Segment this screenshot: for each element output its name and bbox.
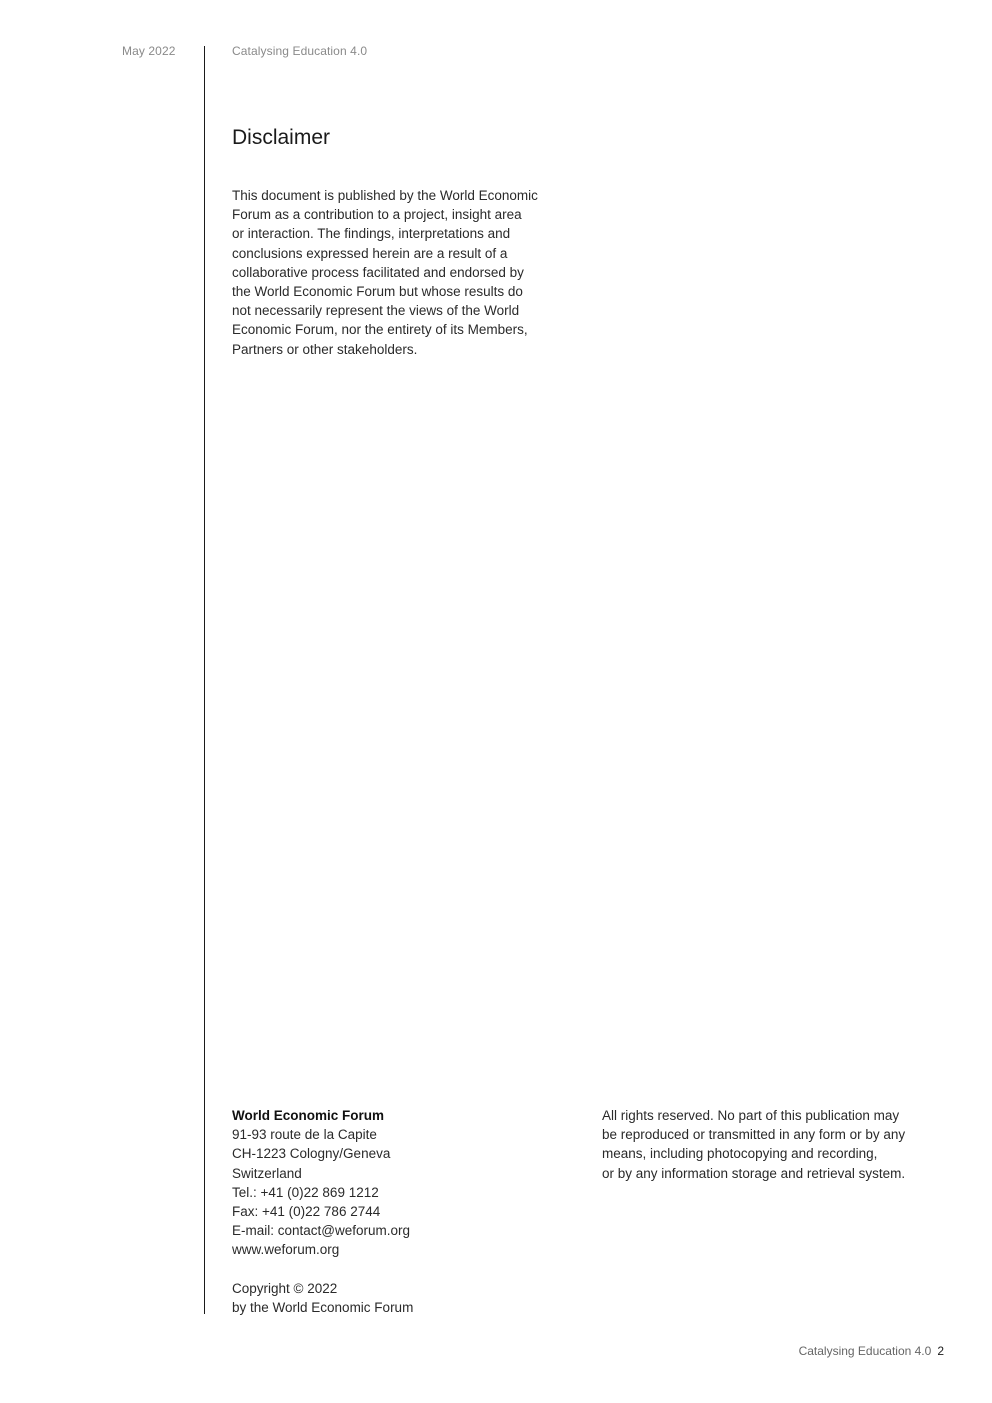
- website-link[interactable]: www.weforum.org: [232, 1242, 340, 1258]
- rights-line: means, including photocopying and recording,: [602, 1146, 878, 1162]
- disclaimer-line: This document is published by the World Economic: [232, 188, 538, 203]
- rights-line: or by any information storage and retrieval system.: [602, 1165, 906, 1181]
- email-link[interactable]: E-mail: contact@weforum.org: [232, 1223, 411, 1239]
- address-line: CH-1223 Cologny/Geneva: [232, 1146, 391, 1162]
- disclaimer-line: the World Economic Forum but whose results do: [232, 284, 523, 300]
- address-country: Switzerland: [232, 1165, 302, 1181]
- disclaimer-line: Economic Forum, nor the entirety of its Members,: [232, 322, 528, 338]
- copyright-line: Copyright © 2022: [232, 1281, 338, 1296]
- vertical-divider: [204, 46, 205, 1314]
- rights-line: All rights reserved. No part of this publication may: [602, 1108, 900, 1123]
- footer-document-title: Catalysing Education 4.0: [798, 1344, 932, 1358]
- disclaimer-line: conclusions expressed herein are a result of a: [232, 245, 508, 261]
- disclaimer-text: [232, 186, 572, 359]
- address-line: 91-93 route de la Capite: [232, 1127, 377, 1143]
- disclaimer-line: not necessarily represent the views of the World: [232, 303, 520, 319]
- disclaimer-line: collaborative process facilitated and endorsed by: [232, 264, 524, 280]
- disclaimer-line: Forum as a contribution to a project, insight area: [232, 207, 522, 223]
- disclaimer-line: or interaction. The findings, interpretations and: [232, 226, 511, 242]
- header-document-title: Catalysing Education 4.0: [232, 44, 368, 58]
- organization-contact-block: [232, 1106, 410, 1260]
- organization-name: World Economic Forum: [232, 1108, 385, 1123]
- copyright-line: by the World Economic Forum: [232, 1300, 414, 1316]
- rights-notice: [602, 1106, 905, 1183]
- disclaimer-heading: Disclaimer: [232, 126, 331, 149]
- page-number: 2: [937, 1344, 944, 1358]
- rights-line: be reproduced or transmitted in any form or by any: [602, 1127, 906, 1143]
- disclaimer-line: Partners or other stakeholders.: [232, 341, 418, 357]
- copyright-block: [232, 1279, 413, 1317]
- page-footer: [799, 1344, 944, 1358]
- fax: Fax: +41 (0)22 786 2744: [232, 1204, 381, 1220]
- header-date: May 2022: [122, 44, 176, 58]
- telephone: Tel.: +41 (0)22 869 1212: [232, 1184, 379, 1200]
